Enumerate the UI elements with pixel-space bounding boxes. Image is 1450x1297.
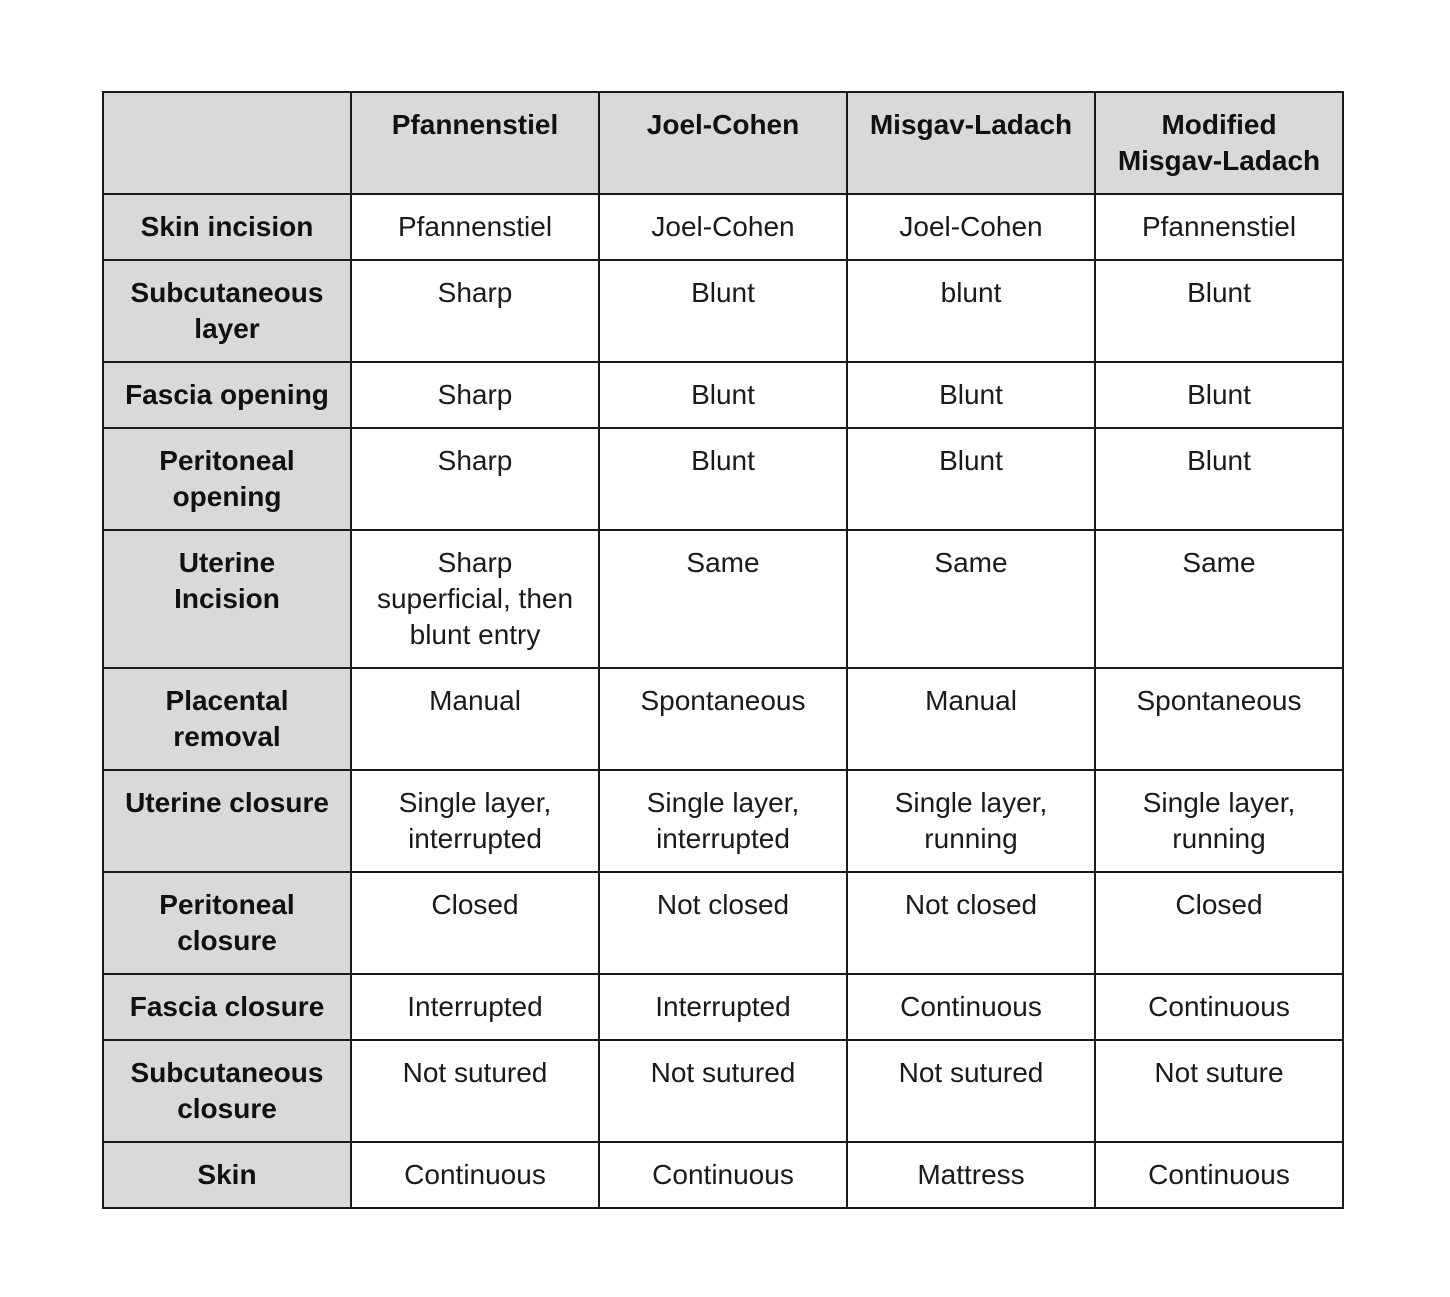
row-label-text: Skin incision xyxy=(140,211,314,242)
table-cell xyxy=(351,530,599,668)
table-cell-text: Blunt xyxy=(691,277,755,308)
row-label-cell xyxy=(103,362,351,428)
table-cell-text: Not closed xyxy=(656,889,790,920)
row-label-text: Fascia closure xyxy=(129,991,325,1022)
table-cell-text: Sharp xyxy=(437,547,513,578)
table-cell xyxy=(1095,428,1343,530)
row-label-cell xyxy=(103,260,351,362)
table-cell-text: Interrupted xyxy=(407,991,543,1022)
table-cell xyxy=(351,260,599,362)
row-label-text: Skin xyxy=(197,1159,257,1190)
row-label-text: Uterine closure xyxy=(125,787,329,818)
table-cell xyxy=(1095,530,1343,668)
table-cell-text: Closed xyxy=(431,889,519,920)
table-cell-text: Joel-Cohen xyxy=(651,211,795,242)
table-cell xyxy=(351,974,599,1040)
table-cell xyxy=(1095,668,1343,770)
table-cell xyxy=(1095,974,1343,1040)
row-label-cell xyxy=(103,530,351,668)
table-cell xyxy=(847,260,1095,362)
header-text: Pfannenstiel xyxy=(391,109,559,140)
table-row xyxy=(103,770,1343,872)
table-cell-text: Same xyxy=(1182,547,1256,578)
table-cell xyxy=(351,770,599,872)
table-cell-text: Continuous xyxy=(404,1159,546,1190)
table-cell xyxy=(599,872,847,974)
row-label-text: layer xyxy=(194,313,260,344)
row-label-cell xyxy=(103,1040,351,1142)
table-cell xyxy=(599,428,847,530)
row-label-text: Subcutaneous xyxy=(130,1057,324,1088)
table-cell xyxy=(847,872,1095,974)
table-cell xyxy=(847,974,1095,1040)
table-cell-text: Blunt xyxy=(691,379,755,410)
table-cell-text: superficial, then xyxy=(376,583,574,614)
table-cell xyxy=(599,260,847,362)
row-label-cell xyxy=(103,1142,351,1208)
table-cell xyxy=(351,428,599,530)
table-row xyxy=(103,530,1343,668)
table-cell xyxy=(351,1142,599,1208)
row-label-text: closure xyxy=(177,1093,277,1124)
comparison-table-wrapper xyxy=(102,91,1344,1209)
table-cell-text: Spontaneous xyxy=(1136,685,1302,716)
row-label-cell xyxy=(103,428,351,530)
table-cell-text: Not sutured xyxy=(898,1057,1044,1088)
table-cell xyxy=(599,194,847,260)
table-cell-text: Spontaneous xyxy=(640,685,806,716)
table-cell xyxy=(599,1142,847,1208)
table-cell-text: Single layer, xyxy=(1142,787,1296,818)
table-cell xyxy=(847,194,1095,260)
row-label-text: Fascia opening xyxy=(125,379,329,410)
table-cell xyxy=(1095,260,1343,362)
table-cell xyxy=(1095,770,1343,872)
table-cell-text: Continuous xyxy=(652,1159,794,1190)
table-row xyxy=(103,362,1343,428)
table-row xyxy=(103,668,1343,770)
table-cell-text: Pfannenstiel xyxy=(1141,211,1297,242)
table-cell-text: Single layer, xyxy=(894,787,1048,818)
table-cell xyxy=(351,872,599,974)
table-cell-text: running xyxy=(924,823,1018,854)
table-cell xyxy=(847,1040,1095,1142)
table-cell-text: Closed xyxy=(1175,889,1263,920)
table-cell xyxy=(599,362,847,428)
header-pfannenstiel xyxy=(351,92,599,194)
table-cell xyxy=(599,770,847,872)
header-text: Modified xyxy=(1161,109,1277,140)
table-cell-text: Single layer, xyxy=(398,787,552,818)
table-row xyxy=(103,428,1343,530)
table-cell-text: Sharp xyxy=(437,445,513,476)
table-cell xyxy=(599,974,847,1040)
table-cell xyxy=(599,530,847,668)
table-cell-text: Pfannenstiel xyxy=(397,211,553,242)
row-label-cell xyxy=(103,974,351,1040)
table-cell xyxy=(847,668,1095,770)
table-cell-text: Sharp xyxy=(437,379,513,410)
row-label-text: opening xyxy=(172,481,282,512)
table-header-row xyxy=(103,92,1343,194)
row-label-cell xyxy=(103,194,351,260)
table-cell xyxy=(351,362,599,428)
table-cell xyxy=(1095,872,1343,974)
table-cell-text: running xyxy=(1172,823,1266,854)
table-cell-text: Manual xyxy=(429,685,521,716)
table-cell-text: Blunt xyxy=(939,379,1003,410)
row-label-text: Subcutaneous xyxy=(130,277,324,308)
table-cell-text: Not suture xyxy=(1154,1057,1284,1088)
row-label-text: removal xyxy=(173,721,281,752)
header-joel-cohen xyxy=(599,92,847,194)
header-corner-cell xyxy=(103,92,351,194)
row-label-cell xyxy=(103,872,351,974)
table-row xyxy=(103,1142,1343,1208)
table-row xyxy=(103,194,1343,260)
table-cell-text: Continuous xyxy=(1148,991,1290,1022)
table-cell xyxy=(1095,194,1343,260)
table-row xyxy=(103,260,1343,362)
header-misgav-ladach xyxy=(847,92,1095,194)
header-text: Misgav-Ladach xyxy=(869,109,1073,140)
table-cell-text: interrupted xyxy=(656,823,790,854)
table-cell-text: Interrupted xyxy=(655,991,791,1022)
table-cell xyxy=(351,668,599,770)
table-cell-text: Manual xyxy=(925,685,1017,716)
table-cell-text: Mattress xyxy=(917,1159,1025,1190)
table-cell-text: Blunt xyxy=(691,445,755,476)
table-cell xyxy=(1095,1142,1343,1208)
row-label-text: Peritoneal xyxy=(159,445,295,476)
cesarean-technique-comparison-table xyxy=(102,91,1344,1209)
table-cell-text: Continuous xyxy=(900,991,1042,1022)
table-cell xyxy=(1095,1040,1343,1142)
table-cell xyxy=(599,1040,847,1142)
table-cell-text: blunt entry xyxy=(409,619,541,650)
table-cell xyxy=(847,428,1095,530)
row-label-text: Incision xyxy=(174,583,280,614)
table-cell-text: Blunt xyxy=(1187,445,1251,476)
header-modified-misgav-ladach xyxy=(1095,92,1343,194)
table-cell-text: Single layer, xyxy=(646,787,800,818)
table-cell xyxy=(847,362,1095,428)
table-cell xyxy=(847,1142,1095,1208)
table-cell-text: Not sutured xyxy=(650,1057,796,1088)
table-cell xyxy=(599,668,847,770)
table-cell-text: interrupted xyxy=(408,823,542,854)
table-cell-text: Sharp xyxy=(437,277,513,308)
table-cell-text: Not closed xyxy=(904,889,1038,920)
table-cell-text: Blunt xyxy=(939,445,1003,476)
table-cell-text: Same xyxy=(686,547,760,578)
table-cell xyxy=(847,530,1095,668)
row-label-cell xyxy=(103,668,351,770)
row-label-text: closure xyxy=(177,925,277,956)
header-text: Joel-Cohen xyxy=(646,109,800,140)
table-row xyxy=(103,1040,1343,1142)
table-cell-text: Not sutured xyxy=(402,1057,548,1088)
table-cell-text: Joel-Cohen xyxy=(899,211,1043,242)
table-row xyxy=(103,872,1343,974)
table-cell xyxy=(351,1040,599,1142)
row-label-text: Uterine xyxy=(178,547,276,578)
row-label-text: Placental xyxy=(165,685,289,716)
table-row xyxy=(103,974,1343,1040)
table-cell xyxy=(351,194,599,260)
table-cell xyxy=(847,770,1095,872)
header-text: Misgav-Ladach xyxy=(1117,145,1321,176)
row-label-cell xyxy=(103,770,351,872)
table-cell-text: Blunt xyxy=(1187,277,1251,308)
row-label-text: Peritoneal xyxy=(159,889,295,920)
table-cell-text: Continuous xyxy=(1148,1159,1290,1190)
table-cell-text: Same xyxy=(934,547,1008,578)
table-cell-text: Blunt xyxy=(1187,379,1251,410)
table-body xyxy=(103,194,1343,1208)
table-cell xyxy=(1095,362,1343,428)
table-cell-text: blunt xyxy=(940,277,1002,308)
